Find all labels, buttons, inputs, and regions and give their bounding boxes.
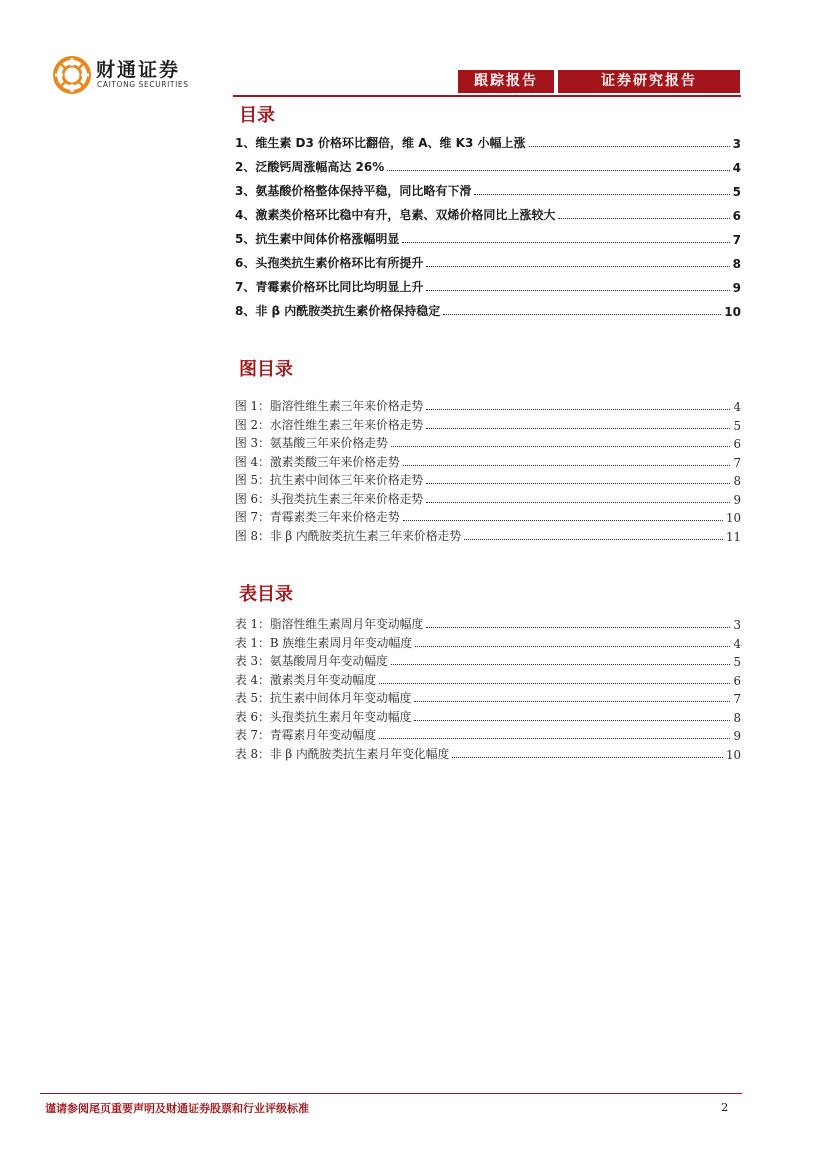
figure-entry-text: 图 6：头孢类抗生素三年来价格走势 bbox=[235, 491, 424, 506]
toc-entry-page: 10 bbox=[724, 305, 741, 319]
table-entry-page: 10 bbox=[725, 747, 741, 762]
toc-entry-page: 8 bbox=[732, 257, 741, 271]
table-entry[interactable] bbox=[235, 705, 741, 725]
toc-entry-page: 5 bbox=[732, 185, 741, 199]
dot-leader bbox=[426, 266, 729, 267]
table-entry-page: 8 bbox=[733, 710, 741, 725]
table-entry-text: 表 3：氨基酸周月年变动幅度 bbox=[235, 654, 388, 668]
toc-entry-page: 7 bbox=[732, 233, 741, 247]
figure-entry[interactable] bbox=[235, 524, 741, 544]
table-entry-text: 表 1：脂溶性维生素周月年变动幅度 bbox=[235, 617, 424, 631]
dot-leader bbox=[426, 627, 730, 628]
dot-leader bbox=[402, 242, 729, 243]
figure-entry[interactable] bbox=[235, 431, 741, 451]
dot-leader bbox=[426, 502, 730, 503]
figure-entry-text: 图 3：氨基酸三年来价格走势 bbox=[235, 436, 388, 450]
toc-entry-text: 5、抗生素中间体价格涨幅明显 bbox=[235, 232, 400, 246]
toc-entry-page: 9 bbox=[732, 281, 741, 295]
figure-entry-text: 图 7：青霉素类三年来价格走势 bbox=[235, 510, 400, 524]
toc-entry-text: 4、激素类价格环比稳中有升，皂素、双烯价格同比上涨较大 bbox=[235, 208, 556, 222]
figure-entry-page: 10 bbox=[725, 511, 741, 525]
figure-entry[interactable] bbox=[235, 468, 741, 488]
toc-entry[interactable] bbox=[235, 179, 741, 199]
logo-text-en: CAITONG SECURITIES bbox=[97, 80, 189, 89]
table-entry-page: 4 bbox=[733, 636, 741, 651]
dot-leader bbox=[474, 194, 729, 195]
toc-entry-text: 7、青霉素价格环比同比均明显上升 bbox=[235, 280, 424, 294]
toc-entry-text: 1、维生素 D3 价格环比翻倍，维 A、维 K3 小幅上涨 bbox=[235, 136, 526, 150]
table-entry-text: 表 6：头孢类抗生素月年变动幅度 bbox=[235, 709, 412, 724]
table-entry[interactable] bbox=[235, 723, 741, 743]
table-entry[interactable] bbox=[235, 649, 741, 669]
header-divider bbox=[233, 95, 741, 97]
footer-divider bbox=[40, 1093, 742, 1094]
dot-leader bbox=[529, 146, 730, 147]
figure-entry-page: 9 bbox=[733, 492, 741, 507]
figure-entry-page: 7 bbox=[733, 455, 741, 470]
dot-leader bbox=[426, 409, 730, 410]
toc-entry[interactable] bbox=[235, 203, 741, 223]
dot-leader bbox=[426, 483, 730, 484]
dot-leader bbox=[452, 757, 723, 758]
figure-entry-text: 图 4：激素类酸三年来价格走势 bbox=[235, 454, 400, 469]
dot-leader bbox=[414, 720, 730, 721]
dot-leader bbox=[443, 314, 721, 315]
research-report-tag: 证券研究报告 bbox=[558, 70, 740, 93]
table-entry[interactable] bbox=[235, 686, 741, 706]
table-entry[interactable] bbox=[235, 668, 741, 688]
figure-entry[interactable] bbox=[235, 413, 741, 433]
dot-leader bbox=[426, 428, 730, 429]
table-list-title: 表目录 bbox=[239, 584, 293, 605]
figure-entry[interactable] bbox=[235, 505, 741, 525]
toc-entry-page: 4 bbox=[732, 161, 741, 175]
dot-leader bbox=[414, 701, 730, 702]
toc-entry[interactable] bbox=[235, 299, 741, 319]
toc-entry-text: 3、氨基酸价格整体保持平稳，同比略有下滑 bbox=[235, 184, 472, 198]
tracking-report-tag: 跟踪报告 bbox=[458, 70, 554, 93]
toc-entry[interactable] bbox=[235, 251, 741, 271]
figure-entry-page: 4 bbox=[733, 400, 741, 414]
figure-entry[interactable] bbox=[235, 450, 741, 470]
figure-entry-text: 图 2：水溶性维生素三年来价格走势 bbox=[235, 417, 424, 432]
logo-text-cn: 财通证券 bbox=[96, 59, 181, 81]
table-entry-page: 5 bbox=[733, 655, 741, 669]
toc-entry-text: 2、泛酸钙周涨幅高达 26% bbox=[235, 160, 385, 174]
figure-entry-page: 8 bbox=[733, 474, 741, 488]
dot-leader bbox=[391, 446, 731, 447]
table-entry-page: 6 bbox=[733, 673, 741, 688]
toc-entry[interactable] bbox=[235, 131, 741, 151]
table-entry[interactable] bbox=[235, 631, 741, 651]
figure-entry-text: 图 5：抗生素中间体三年来价格走势 bbox=[235, 473, 424, 487]
page-number: 2 bbox=[721, 1100, 729, 1114]
toc-entry-text: 6、头孢类抗生素价格环比有所提升 bbox=[235, 256, 424, 270]
table-entry-text: 表 8：非 β 内酰胺类抗生素月年变化幅度 bbox=[235, 746, 450, 761]
dot-leader bbox=[558, 218, 729, 219]
toc-title: 目录 bbox=[239, 105, 275, 126]
table-entry-page: 3 bbox=[733, 618, 741, 632]
dot-leader bbox=[415, 646, 730, 647]
table-entry-text: 表 1：B 族维生素周月年变动幅度 bbox=[235, 635, 413, 650]
dot-leader bbox=[403, 520, 723, 521]
dot-leader bbox=[464, 539, 723, 540]
figure-entry[interactable] bbox=[235, 487, 741, 507]
dot-leader bbox=[391, 664, 731, 665]
toc-entry[interactable] bbox=[235, 155, 741, 175]
toc-entry-page: 6 bbox=[732, 209, 741, 223]
dot-leader bbox=[403, 465, 731, 466]
figure-entry[interactable] bbox=[235, 394, 741, 414]
table-entry-page: 9 bbox=[733, 729, 741, 743]
toc-entry[interactable] bbox=[235, 275, 741, 295]
caitong-logo-icon bbox=[52, 55, 92, 95]
dot-leader bbox=[387, 170, 729, 171]
footer-disclaimer: 谨请参阅尾页重要声明及财通证券股票和行业评级标准 bbox=[45, 1102, 309, 1115]
company-logo bbox=[52, 55, 222, 95]
toc-entry-page: 3 bbox=[732, 137, 741, 151]
dot-leader bbox=[379, 738, 730, 739]
figure-entry-text: 图 1：脂溶性维生素三年来价格走势 bbox=[235, 399, 424, 413]
figure-entry-page: 5 bbox=[733, 418, 741, 433]
table-entry-page: 7 bbox=[733, 692, 741, 706]
figure-entry-page: 11 bbox=[725, 529, 741, 544]
toc-entry-text: 8、非 β 内酰胺类抗生素价格保持稳定 bbox=[235, 304, 441, 318]
dot-leader bbox=[426, 290, 729, 291]
dot-leader bbox=[379, 683, 730, 684]
toc-entry[interactable] bbox=[235, 227, 741, 247]
table-entry-text: 表 4：激素类月年变动幅度 bbox=[235, 672, 377, 687]
figure-entry-page: 6 bbox=[733, 437, 741, 451]
table-entry-text: 表 7：青霉素月年变动幅度 bbox=[235, 728, 377, 742]
figure-entry-text: 图 8：非 β 内酰胺类抗生素三年来价格走势 bbox=[235, 528, 462, 543]
table-entry[interactable] bbox=[235, 612, 741, 632]
table-entry-text: 表 5：抗生素中间体月年变动幅度 bbox=[235, 691, 412, 705]
table-entry[interactable] bbox=[235, 742, 741, 762]
figure-list-title: 图目录 bbox=[239, 359, 293, 380]
